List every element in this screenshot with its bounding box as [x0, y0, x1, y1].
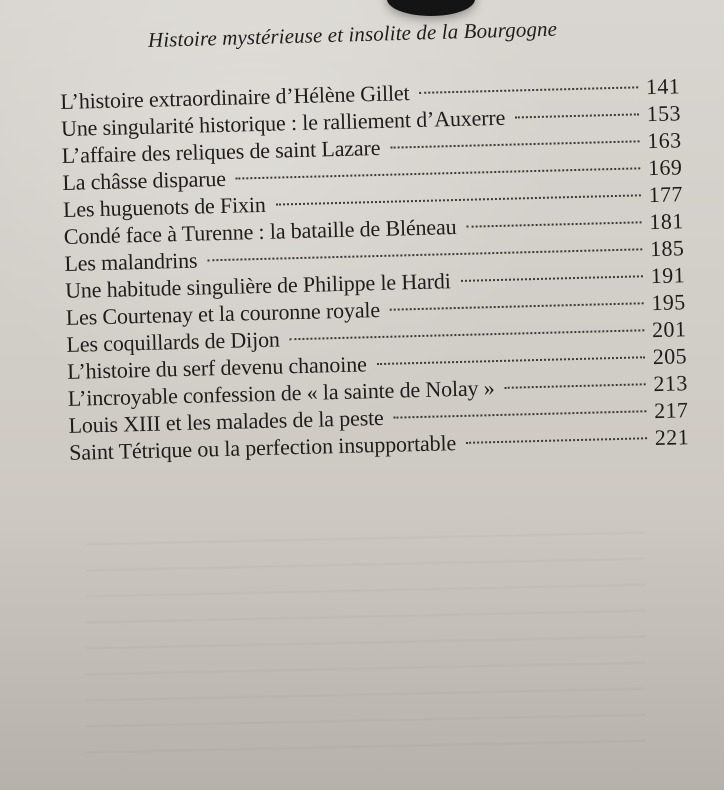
- book-title: Histoire mystérieuse et insolite de la Bourgogne: [147, 16, 558, 52]
- toc-entry-title: Condé face à Turenne : la bataille de Bléneau: [63, 214, 457, 249]
- toc-entry-title: La châsse disparue: [62, 165, 227, 195]
- dot-leader: [466, 437, 647, 444]
- toc-page-number: 169: [647, 154, 683, 181]
- toc-entry-title: Une habitude singulière de Philippe le Hardi: [64, 268, 451, 303]
- dot-leader: [290, 329, 645, 340]
- toc-page-number: 213: [653, 370, 688, 397]
- toc-page-number: 201: [651, 316, 687, 343]
- toc-entry-title: L’affaire des reliques de saint Lazare: [61, 134, 381, 168]
- toc-entry-title: L’histoire du serf devenu chanoine: [66, 351, 367, 384]
- dot-leader: [207, 248, 642, 261]
- toc-page-number: 185: [649, 235, 685, 262]
- dot-leader: [276, 194, 641, 205]
- toc-page-number: 181: [649, 208, 684, 235]
- dot-leader: [390, 140, 639, 148]
- toc-entry-title: Les coquillards de Dijon: [66, 326, 281, 357]
- toc-entry-title: Saint Tétrique ou la perfection insupportable: [68, 430, 457, 465]
- toc-page-number: 163: [647, 127, 682, 154]
- toc-entry-title: Les Courtenay et la couronne royale: [65, 296, 381, 330]
- toc-entry-title: Une singularité historique : le ralliement d’Auxerre: [60, 104, 506, 141]
- dot-leader: [419, 86, 638, 94]
- toc-entry-title: Les huguenots de Fixin: [62, 191, 266, 222]
- toc-page-number: 191: [650, 262, 686, 289]
- table-of-contents: [60, 72, 689, 466]
- toc-page-number: 221: [654, 424, 690, 451]
- top-shadow: [387, 0, 475, 16]
- dot-leader: [515, 113, 639, 118]
- dot-leader: [505, 383, 646, 389]
- toc-entry-title: L’histoire extraordinaire d’Hélène Gillet: [60, 80, 410, 114]
- toc-page-number: 153: [646, 100, 682, 127]
- dot-leader: [461, 275, 643, 282]
- page-shadow: [0, 510, 724, 790]
- toc-page-number: 177: [648, 181, 684, 208]
- dot-leader: [394, 410, 647, 418]
- toc-page-number: 141: [645, 73, 681, 100]
- toc-entry-title: Louis XIII et les malades de la peste: [68, 404, 384, 438]
- toc-entry-title: Les malandrins: [64, 247, 198, 276]
- toc-page-number: 217: [653, 397, 689, 424]
- dot-leader: [390, 302, 644, 310]
- toc-entry-title: L’incroyable confession de « la sainte de Nolay »: [67, 375, 495, 411]
- toc-page-number: 195: [651, 289, 686, 316]
- dot-leader: [377, 356, 645, 365]
- dot-leader: [236, 167, 640, 179]
- dot-leader: [466, 221, 641, 227]
- toc-page-number: 205: [652, 343, 688, 370]
